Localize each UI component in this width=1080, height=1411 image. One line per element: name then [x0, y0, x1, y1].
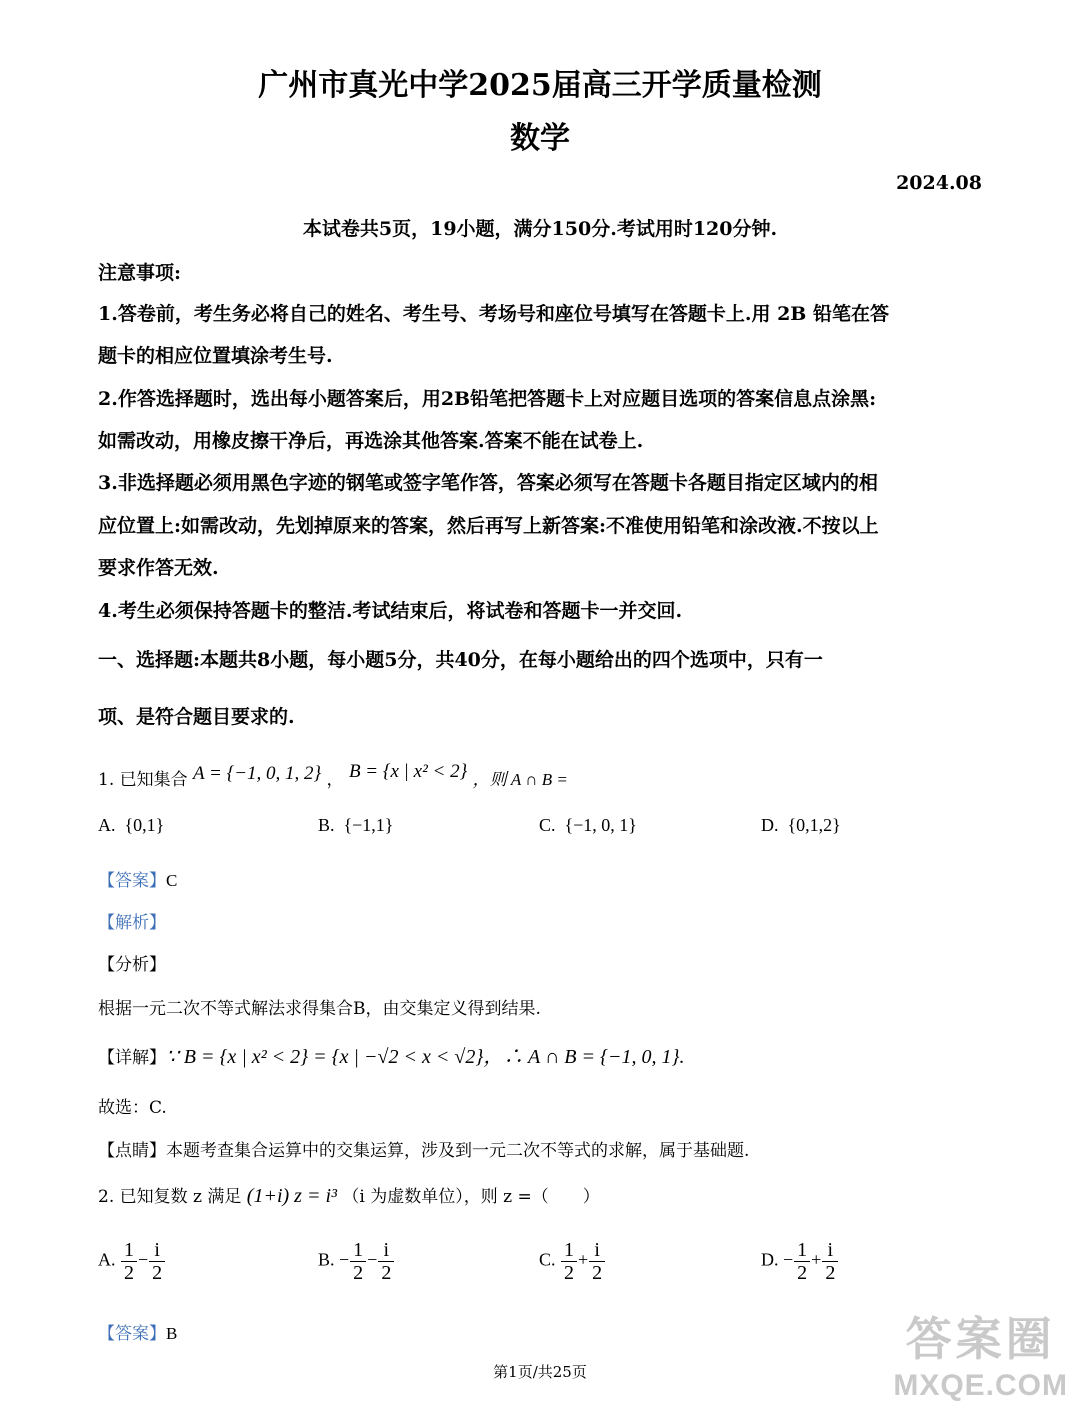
exam-date: 2024.08 — [896, 172, 982, 194]
notice-line: 要求作答无效. — [98, 557, 219, 579]
option-label: B. — [318, 815, 335, 835]
separator: ， — [326, 770, 344, 790]
comment-tag: 【点睛】 — [98, 1141, 166, 1161]
fraction — [561, 1239, 577, 1284]
comment-line — [98, 1136, 749, 1161]
option-value: {0,1,2} — [787, 815, 841, 835]
answer-line-2 — [98, 1319, 177, 1344]
question-2 — [98, 1182, 600, 1208]
fraction — [149, 1239, 165, 1284]
section-heading-cont: 项、是符合题目要求的. — [98, 706, 295, 728]
option-value: {−1,1} — [343, 815, 394, 835]
watermark-logo — [893, 1303, 1068, 1403]
numerator: i — [589, 1239, 605, 1262]
denominator: 2 — [592, 1262, 603, 1284]
option-c — [539, 1239, 606, 1284]
analysis-tag: 【解析】 — [98, 913, 166, 933]
numerator: i — [149, 1239, 165, 1262]
detail-math: ∵ B = {x | x² < 2} = {x | −√2 < x < √2}，∴ A ∩ B = {−1, 0, 1}. — [166, 1046, 685, 1068]
numerator: i — [822, 1239, 838, 1262]
option-label: D. — [761, 815, 779, 835]
answer-value: C — [166, 871, 178, 890]
operator: − — [138, 1249, 149, 1270]
option-a — [98, 1239, 166, 1284]
notice-line: 4.考生必须保持答题卡的整洁.考试结束后，将试卷和答题卡一并交回. — [98, 600, 683, 622]
fenxi-text: 根据一元二次不等式解法求得集合B，由交集定义得到结果. — [98, 999, 541, 1019]
option-value: {0,1} — [124, 815, 165, 835]
fraction — [350, 1239, 366, 1284]
numerator: 1 — [561, 1239, 577, 1262]
fraction — [589, 1239, 605, 1284]
option-d — [761, 815, 841, 836]
page-number: 第1页/共25页 — [493, 1363, 587, 1381]
option-value: {−1, 0, 1} — [564, 815, 637, 835]
option-label: C. — [539, 1249, 556, 1270]
option-d — [761, 1239, 839, 1284]
option-sign: − — [783, 1249, 794, 1270]
comment-text: 本题考查集合运算中的交集运算，涉及到一元二次不等式的求解，属于基础题. — [166, 1141, 750, 1161]
choice-line: 故选：C. — [98, 1098, 167, 1118]
numerator: 1 — [794, 1239, 810, 1262]
option-c — [539, 815, 637, 836]
watermark-text-cn: 答案圈 — [905, 1312, 1056, 1366]
detail-line — [98, 1040, 685, 1069]
denominator: 2 — [353, 1262, 364, 1284]
notice-line: 3.非选择题必须用黑色字迹的钢笔或签字笔作答，答案必须写在答题卡各题目指定区域内的相 — [98, 472, 878, 494]
notice-line: 1.答卷前，考生务必将自己的姓名、考生号、考场号和座位号填写在答题卡上.用 2B 铅笔在答 — [98, 303, 889, 325]
notice-line: 应位置上:如需改动，先划掉原来的答案，然后再写上新答案:不准使用铅笔和涂改液.不按以上 — [98, 515, 879, 537]
question-2-note: （i 为虚数单位），则 z =（ ） — [342, 1187, 600, 1207]
numerator: 1 — [121, 1239, 137, 1262]
denominator: 2 — [564, 1262, 575, 1284]
question-2-prefix: 2. 已知复数 z 满足 — [98, 1187, 242, 1207]
detail-tag: 【详解】 — [98, 1048, 166, 1068]
option-label: B. — [318, 1249, 335, 1270]
operator: + — [578, 1249, 589, 1270]
numerator: i — [378, 1239, 394, 1262]
set-a: A = {−1, 0, 1, 2} — [193, 763, 322, 784]
operator: + — [811, 1249, 822, 1270]
denominator: 2 — [152, 1262, 163, 1284]
question-1-suffix: ，则 A ∩ B = — [472, 770, 568, 789]
fraction — [121, 1239, 137, 1284]
option-label: C. — [539, 815, 556, 835]
numerator: 1 — [350, 1239, 366, 1262]
option-label: A. — [98, 815, 116, 835]
section-heading: 一、选择题:本题共8小题，每小题5分，共40分，在每小题给出的四个选项中，只有一 — [98, 649, 823, 671]
denominator: 2 — [825, 1262, 836, 1284]
question-1-prefix: 1. 已知集合 — [98, 770, 188, 790]
answer-line — [98, 866, 177, 891]
watermark-text-en: MXQE.COM — [893, 1369, 1068, 1402]
question-1 — [98, 761, 568, 791]
fenxi-tag: 【分析】 — [98, 955, 166, 975]
answer-tag: 【答案】 — [98, 871, 166, 891]
operator: − — [367, 1249, 378, 1270]
answer-tag: 【答案】 — [98, 1324, 166, 1344]
notice-heading: 注意事项: — [98, 262, 182, 284]
option-b — [318, 1239, 395, 1284]
denominator: 2 — [124, 1262, 134, 1284]
denominator: 2 — [797, 1262, 808, 1284]
answer-value: B — [166, 1324, 178, 1343]
fraction — [822, 1239, 838, 1284]
denominator: 2 — [381, 1262, 392, 1284]
exam-title: 广州市真光中学2025届高三开学质量检测 — [258, 68, 822, 103]
set-b: B = {x | x² < 2} — [348, 761, 468, 782]
exam-info: 本试卷共5页，19小题，满分150分.考试用时120分钟. — [302, 218, 778, 240]
option-label: D. — [761, 1249, 779, 1270]
option-sign: − — [339, 1249, 350, 1270]
option-label: A. — [98, 1249, 116, 1270]
fraction — [794, 1239, 810, 1284]
option-a — [98, 815, 164, 836]
notice-line: 如需改动，用橡皮擦干净后，再选涂其他答案.答案不能在试卷上. — [98, 430, 644, 452]
fraction — [378, 1239, 394, 1284]
subject-title: 数学 — [510, 121, 570, 156]
question-2-equation: (1+i) z = i³ — [246, 1185, 338, 1207]
option-b — [318, 815, 393, 836]
notice-line: 2.作答选择题时，选出每小题答案后，用2B铅笔把答题卡上对应题目选项的答案信息点涂黑: — [98, 388, 877, 410]
notice-line: 题卡的相应位置填涂考生号. — [98, 345, 333, 367]
